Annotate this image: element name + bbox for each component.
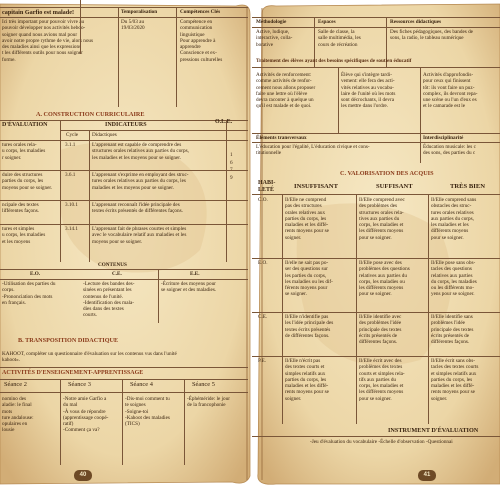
session-5-text: -Éphéméride: le jour de la francophonie bbox=[187, 396, 230, 409]
deepening-activities: Activités d'approfondis- pour ceux qui finissent tôt: ils vont faire un puz- complex, ils devront repa- une scène ou l'un d'eux es et le camarade est le bbox=[423, 72, 478, 110]
session-3-text: -Notre amie Garfio a du mal -À vous de répondre (apprentissage coopé- ratif) -Comment ça va? bbox=[63, 396, 109, 434]
rubric-cell: Il/Elle n'identifie pas les l'idée principale des textes écrits présentés de différentes façons. bbox=[285, 314, 334, 339]
interdisciplinarity-header: Interdisciplinarité bbox=[423, 135, 464, 141]
rubric-cell: Il/Elle identifie sans problèmes l'idée principale des textes écrits présentés de différentes façons. bbox=[431, 314, 474, 346]
key-competences: Compétence en communication linguistique Pour apprendre à apprendre Conscience et ex- pressions culturelles bbox=[180, 19, 223, 63]
indicator-code: 3.1.1 bbox=[65, 142, 76, 148]
contenus-ee-text: -Écriture des moyens pour se soigner et des maladies. bbox=[161, 281, 217, 294]
rubric-cell: Il/Elle écrit sans obs- tacles des textes courts et simples relatifs aux parties du corps, les maladies et les diffé- rents moyens pour se soigner. bbox=[431, 358, 479, 402]
right-page bbox=[252, 0, 500, 482]
rubric-cell: Il/Elle comprend sans obstacles des struc- tures orales relatives aux parties du corps, les maladies et les différents moyens pour se soigner. bbox=[431, 197, 477, 241]
section-a-title: A. CONSTRUCTION CURRICULAIRE bbox=[36, 111, 145, 118]
unit-description: Ici très important pour pouvoir vivre au pouvoir développer nos activités hebdo- soigner quand nous avions mal pour avoir notre propre rythme de vie, alors nous des maladies ainsi que les expressions t les différents outils pour nous soigner forme. bbox=[2, 19, 94, 63]
instrument-header: INSTRUMENT D'ÉVALUATION bbox=[388, 427, 479, 434]
section-b-title: B. TRANSPOSITION DIDACTIQUE bbox=[18, 337, 119, 344]
rubric-skill: P.E. bbox=[258, 358, 267, 364]
evaluation-criterion: tures et simples u corps, les maladies et les moyens bbox=[2, 226, 46, 245]
methodology-header: Méthodologie bbox=[256, 19, 287, 25]
session-4-header: Séance 4 bbox=[130, 381, 153, 388]
rubric-skill: C.O. bbox=[258, 197, 268, 203]
indicator-text: L'apprenant fait de phrases courtes et simples avec le vocabulaire relatif aux maladies et les moyens pour se soigner. bbox=[92, 226, 187, 245]
contenus-header: CONTENUS bbox=[98, 262, 127, 268]
session-2-text: nomino des aladie: le final mots ture andalouse: opulaires en lousie bbox=[2, 396, 34, 434]
rubric-cell: Il/Elle écrit avec des problèmes des textes courts et simples rela- tifs aux parties du corps, les maladies et les différents moyens pour se soigner. bbox=[359, 358, 405, 402]
contenus-eo-text: -Utilisation des parties du corps. -Prononciation des mots en français. bbox=[2, 281, 56, 306]
section-c-title: C. VALORISATION DES ACQUIS bbox=[340, 170, 434, 177]
spaces-header: Espaces bbox=[318, 19, 336, 25]
interdisciplinarity-text: Éducation musicale: les c des sons, des parties du c bbox=[423, 144, 476, 157]
didactic-header: Didactiques bbox=[92, 132, 117, 138]
evaluation-criteria-header: D'ÉVALUATION bbox=[2, 122, 48, 128]
ole-numbers: 1 6 7 9 bbox=[230, 152, 233, 181]
contenus-ce-text: -Lecture des bandes des- sinées en présentant les contenus de l'unité. -Identification des mala- dies dans des textes courts. bbox=[83, 281, 135, 319]
indicator-code: 3.10.1 bbox=[65, 202, 78, 208]
spaces-text: Salle de classe, la salle multimédia, les cours de récréation bbox=[318, 29, 361, 48]
grade-insufficient: INSUFFISANT bbox=[294, 183, 338, 190]
page-number-right: 41 bbox=[418, 470, 436, 481]
indicator-text: L'apprenant reconnaît l'idée principale des textes écrits présentés de différentes façons. bbox=[92, 202, 183, 215]
contenus-eo: E.O. bbox=[30, 271, 41, 277]
special-needs-title: Traitement des élèves ayant des besoins spécifiques de soutien éducatif bbox=[256, 58, 412, 64]
evaluation-criterion: duire des structures parties du corps, les moyens pour se soigner. bbox=[2, 172, 53, 191]
rubric-skill: C.E. bbox=[258, 314, 268, 320]
rubric-cell: Il/elle ne sait pas po- ser des questions sur les parties du corps, les maladies ou les dif- férents moyens pour se soigner. bbox=[285, 260, 333, 298]
grade-very-good: TRÈS BIEN bbox=[450, 183, 485, 190]
kahoot-text: KAHOOT, compléter un questionnaire d'évaluation sur les contenus vus dans l'unité kahoot». bbox=[2, 351, 177, 364]
rubric-skill: E.O. bbox=[258, 260, 268, 266]
indicator-text: L'apprenant est capable de comprendre des structures orales relatives aux parties du corps, les maladies et les moyens pour se soigner. bbox=[92, 142, 189, 161]
page-number-left: 40 bbox=[74, 470, 92, 481]
indicator-text: L'apprenant s'exprime en employant des struc- tures orales relatives aux parties du corps, les maladies et les moyens pour se soigner. bbox=[92, 172, 189, 191]
reinforcement-activities: Activités de renforcement: comme activités de renfor- cement nous allons proposer faire une lettre où l'élève devra raconter à quelque un qu'il est malade et de quoi. bbox=[256, 72, 316, 110]
contenus-ee: E.E. bbox=[190, 271, 200, 277]
instrument-text: -Jeu d'évaluation du vocabulaire -Échelle d'observation -Questionnai bbox=[310, 439, 453, 445]
session-5-header: Séance 5 bbox=[192, 381, 215, 388]
rubric-cell: Il/Elle ne comprend pas des structures orales relatives aux parties du corps, les maladies et les diffé- rents moyens pour se soigner. bbox=[285, 197, 329, 241]
resources-text: Des fiches pédagogiques, des bandes de sons, la radio, le tableau numérique bbox=[390, 29, 473, 42]
activities-header: ACTIVITÉS D'ENSEIGNEMENT-APPRENTISSAGE bbox=[2, 370, 144, 376]
cycle-header: Cycle bbox=[66, 132, 79, 138]
rubric-cell: Il/Elle pose avec des problèmes des questions relatives aux parties du corps, les maladies ou les différents moyens pour se soigner. bbox=[359, 260, 410, 298]
ole-header: O.L.E. bbox=[215, 119, 233, 125]
rubric-cell: Il/Elle identifie avec des problèmes l'idée principale des textes écrits présentés de différentes façons. bbox=[359, 314, 402, 346]
competences-header: Compétences Clés bbox=[180, 9, 221, 15]
unit-title: capitain Garfio est malade! bbox=[2, 9, 75, 16]
methodology-text: Active, ludique, interactive, colla- borative bbox=[256, 29, 293, 48]
indicator-code: 3.6.1 bbox=[65, 172, 76, 178]
evaluation-criterion: ncipale des textes lifférentes façons. bbox=[2, 202, 40, 215]
session-4-text: -Dis-moi comment tu te soignes -Soigne-toi -Kahoot des maladies (TICS) bbox=[125, 396, 170, 428]
unit-dates: Du 5/03 au 19/03/2020 bbox=[121, 19, 145, 32]
left-page bbox=[0, 0, 248, 482]
session-2-header: Séance 2 bbox=[4, 381, 27, 388]
temporalisation-header: Temporalisation bbox=[121, 9, 158, 15]
rubric-cell: Il/Elle n'écrit pas des textes courts et simples relatifs aux parties du corps, les maladies et les diffé- rents moyens pour se soigner. bbox=[285, 358, 329, 402]
grade-sufficient: SUFFISANT bbox=[376, 183, 413, 190]
indicators-header: INDICATEURS bbox=[105, 122, 147, 128]
late-integration-activities: Élève qui s'intègre tardi- vement: elle fera des acti- vités relatives au vocabu- laire de l'unité où les mots sont décrochants, il devra les mettre dans l'ordre. bbox=[341, 72, 396, 110]
skill-header: HABI- LETÉ bbox=[258, 180, 276, 193]
rubric-cell: Il/Elle pose sans obs- tacles des questions relatives aux parties du corps, les maladies ou les différents mo- yens pour se soigner. bbox=[431, 260, 477, 298]
contenus-ce: C.E. bbox=[112, 271, 122, 277]
transversal-header: Éléments transversaux bbox=[256, 135, 307, 141]
transversal-text: L'éducation pour l'égalité, L'éducation civique et cons- titutionnelle bbox=[256, 144, 370, 157]
indicator-code: 3.14.1 bbox=[65, 226, 78, 232]
rubric-cell: Il/Elle comprend avec des problèmes des structures orales rela- tives aux parties du corps, les maladies et les différents moyens pour se soigner. bbox=[359, 197, 405, 241]
resources-header: Ressources didactiques bbox=[390, 19, 442, 25]
evaluation-criterion: tures orales rela- u corps, les maladies r soigner. bbox=[2, 142, 46, 161]
session-3-header: Séance 3 bbox=[68, 381, 91, 388]
